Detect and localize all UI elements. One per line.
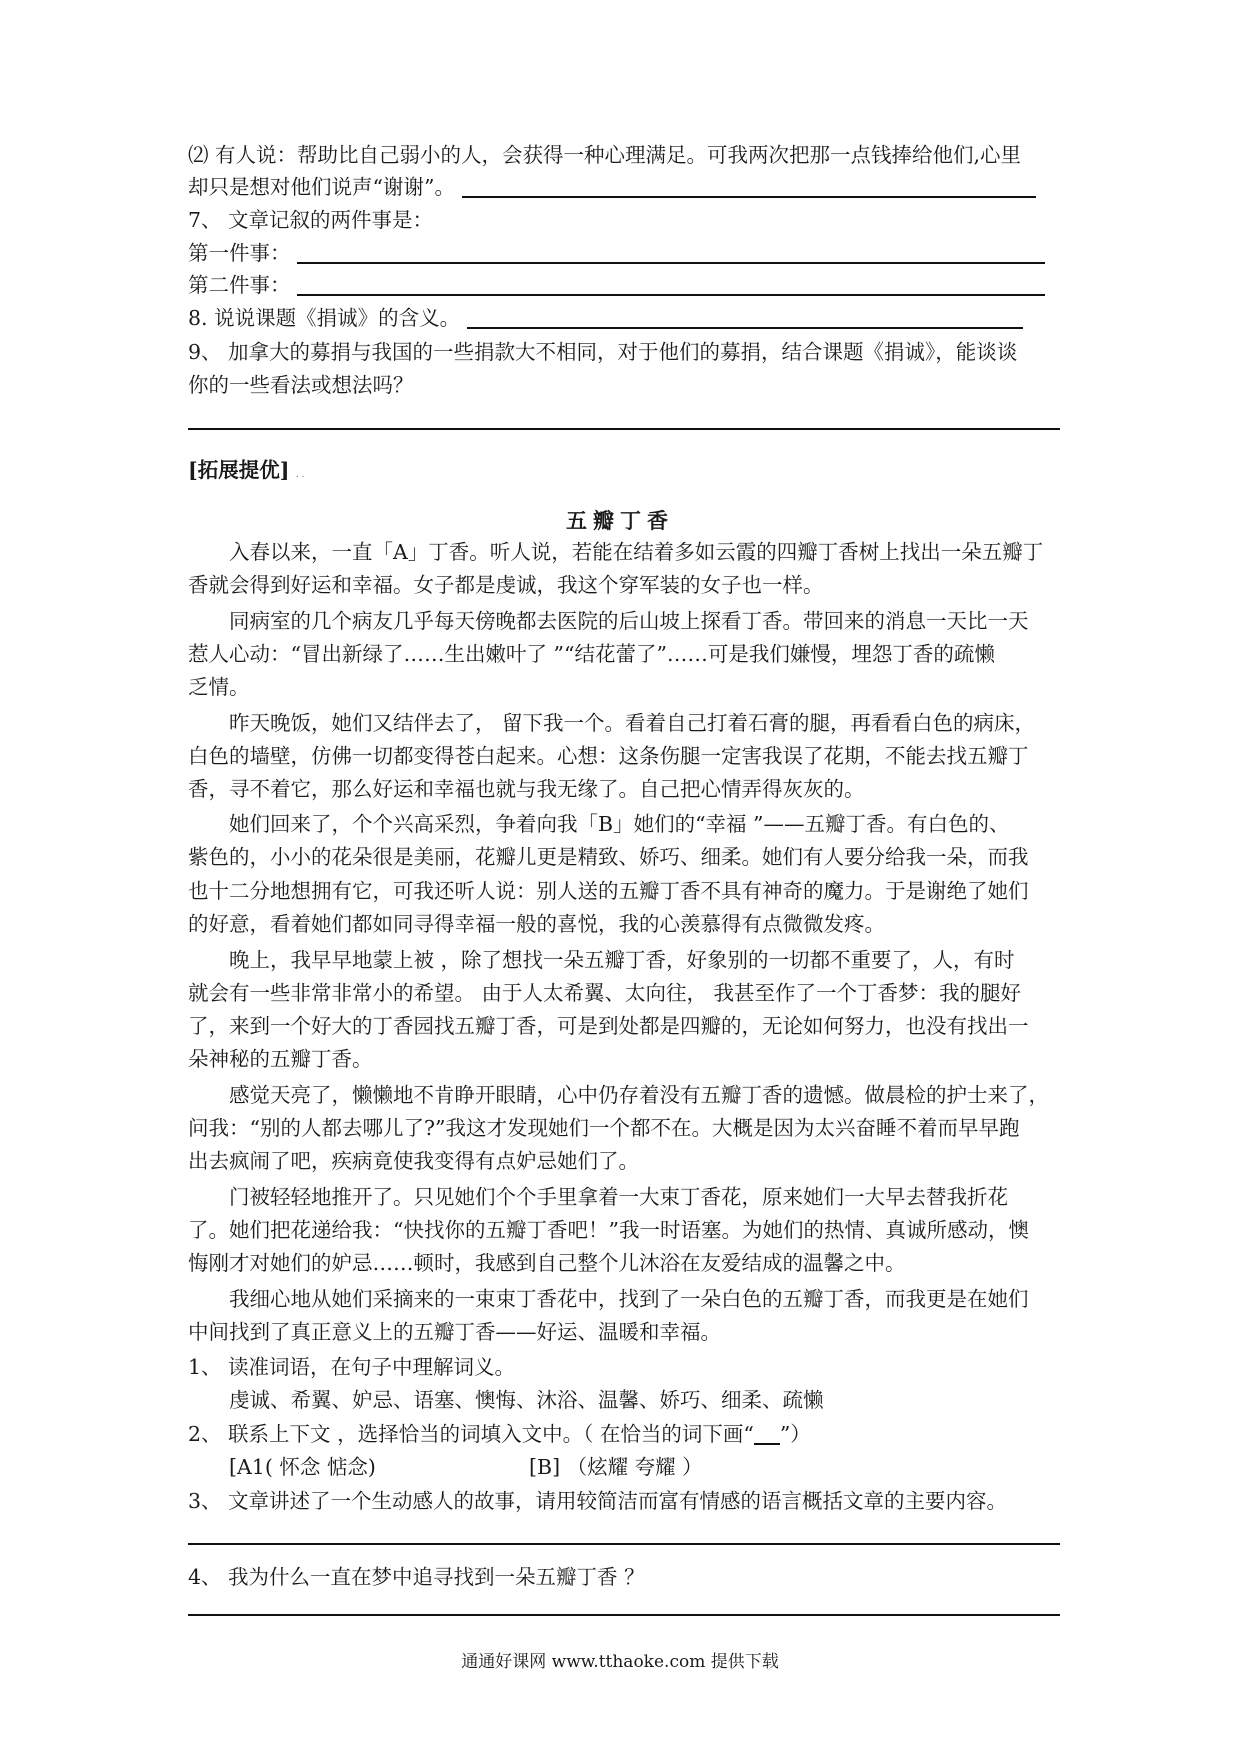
answer-rule-ex3[interactable]	[188, 1543, 1060, 1545]
article-line: 晚上，我早早地蒙上被 ，除了想找一朵五瓣丁香，好象别的一切都不重要了，人，有时	[229, 948, 1015, 972]
option-a[interactable]: [A1( 怀念 惦念)	[229, 1455, 376, 1479]
article-line: 惹人心动：“冒出新绿了……生出嫩叶了 ”“结花蕾了”……可是我们嫌慢，埋怨丁香的疏懒	[188, 642, 995, 666]
article-line: 乏情。	[188, 675, 250, 699]
article-line: 她们回来了，个个兴高采烈，争着向我「B」她们的“幸福 ”——五瓣丁香。有白色的、	[229, 812, 1010, 836]
question-9-line-1: 9、 加拿大的募捐与我国的一些捐款大不相同，对于他们的募捐，结合课题《捐诚》，能谈谈	[188, 340, 1018, 364]
answer-blank-q2[interactable]	[462, 174, 1036, 198]
answer-rule-ex4[interactable]	[188, 1614, 1060, 1616]
question-7-first	[188, 238, 1060, 268]
underline-sample	[754, 1425, 780, 1445]
article-line: 我细心地从她们采摘来的一束束丁香花中，找到了一朵白色的五瓣丁香，而我更是在她们	[229, 1287, 1029, 1311]
section-label: [拓展提优]	[188, 458, 290, 482]
question-2-line-2-text: 却只是想对他们说声“谢谢”。	[188, 175, 455, 199]
article-line: 昨天晚饭，她们又结伴去了， 留下我一个。看着自己打着石膏的腿，再看看白色的病床，	[229, 711, 1036, 735]
question-2-line-1: ⑵ 有人说：帮助比自己弱小的人，会获得一种心理满足。可我两次把那一点钱捧给他们,心里	[188, 143, 1022, 167]
question-9-line-2: 你的一些看法或想法吗？	[188, 373, 414, 397]
article-line: 同病室的几个病友几乎每天傍晚都去医院的后山坡上探看丁香。带回来的消息一天比一天	[229, 609, 1029, 633]
article-line: 朵神秘的五瓣丁香。	[188, 1047, 373, 1071]
article-line: 紫色的，小小的花朵很是美丽，花瓣儿更是精致、娇巧、细柔。她们有人要分给我一朵，而我	[188, 845, 1029, 869]
article-line: 门被轻轻地推开了。只见她们个个手里拿着一大束丁香花，原来她们一大早去替我折花	[229, 1185, 1008, 1209]
exercise-2-text-end: ”）	[779, 1422, 811, 1446]
question-8-text: 8. 说说课题《捐诚》的含义。	[188, 306, 461, 330]
exercise-3: 3、 文章讲述了一个生动感人的故事，请用较简洁而富有情感的语言概括文章的主要内容。	[188, 1489, 1008, 1513]
article-line: 了，来到一个好大的丁香园找五瓣丁香，可是到处都是四瓣的，无论如何努力，也没有找出一	[188, 1014, 1029, 1038]
answer-blank-q7-first[interactable]	[297, 240, 1045, 264]
article-line: 悔刚才对她们的妒忌……顿时，我感到自己整个儿沐浴在友爱结成的温馨之中。	[188, 1251, 906, 1275]
article-line: 入春以来，一直「A」丁香。听人说，若能在结着多如云霞的四瓣丁香树上找出一朵五瓣丁	[229, 540, 1044, 564]
question-7-second-label: 第二件事：	[188, 273, 291, 297]
article-line: 的好意，看着她们都如同寻得幸福一般的喜悦，我的心羡慕得有点微微发疼。	[188, 912, 885, 936]
exercise-2	[188, 1419, 1060, 1449]
answer-blank-q8[interactable]	[467, 305, 1023, 329]
article-line: 了。她们把花递给我：“快找你的五瓣丁香吧！”我一时语塞。为她们的热情、真诚所感动，懊	[188, 1218, 1029, 1242]
article-line: 中间找到了真正意义上的五瓣丁香——好运、温暖和幸福。	[188, 1320, 721, 1344]
answer-rule-q9[interactable]	[188, 428, 1060, 430]
exercise-2-options	[188, 1452, 1101, 1482]
answer-blank-q7-second[interactable]	[297, 272, 1045, 296]
question-8	[188, 303, 1060, 333]
question-2-line-2	[188, 172, 1060, 202]
article-line: 出去疯闹了吧，疾病竟使我变得有点妒忌她们了。	[188, 1149, 639, 1173]
exercise-1-words: 虔诚、希翼、妒忌、语塞、懊悔、沐浴、温馨、娇巧、细柔、疏懒	[229, 1388, 824, 1412]
page-footer: 通通好课网 www.tthaoke.com 提供下载	[461, 1652, 779, 1672]
exercise-4: 4、 我为什么一直在梦中追寻找到一朵五瓣丁香 ？	[188, 1565, 645, 1589]
article-line: 香就会得到好运和幸福。女子都是虔诚，我这个穿军装的女子也一样。	[188, 573, 824, 597]
question-7-second	[188, 270, 1060, 300]
article-title: 五瓣丁香	[566, 508, 674, 533]
question-7-first-label: 第一件事：	[188, 241, 291, 265]
article-line: 白色的墙壁，仿佛一切都变得苍白起来。心想：这条伤腿一定害我误了花期，不能去找五瓣丁	[188, 744, 1029, 768]
exercise-2-text: 2、 联系上下文 ，选择恰当的词填入文中。（ 在恰当的词下画“	[188, 1422, 754, 1446]
option-b[interactable]: [B] （炫耀 夸耀 ）	[529, 1455, 703, 1479]
section-mark: . .	[295, 470, 305, 480]
question-7: 7、 文章记叙的两件事是：	[188, 208, 434, 232]
article-line: 香，寻不着它，那么好运和幸福也就与我无缘了。自己把心情弄得灰灰的。	[188, 777, 865, 801]
article-line: 也十二分地想拥有它，可我还听人说：别人送的五瓣丁香不具有神奇的魔力。于是谢绝了她们	[188, 879, 1029, 903]
exercise-1: 1、 读准词语，在句子中理解词义。	[188, 1355, 516, 1379]
article-line: 问我：“别的人都去哪儿了?”我这才发现她们一个都不在。大概是因为太兴奋睡不着而早早跑	[188, 1116, 1020, 1140]
article-line: 就会有一些非常非常小的希望。 由于人太希翼、太向往， 我甚至作了一个丁香梦：我的腿好	[188, 981, 1022, 1005]
section-header	[188, 455, 1060, 490]
article-line: 感觉天亮了，懒懒地不肯睁开眼睛，心中仍存着没有五瓣丁香的遗憾。做晨检的护士来了，	[229, 1083, 1049, 1107]
